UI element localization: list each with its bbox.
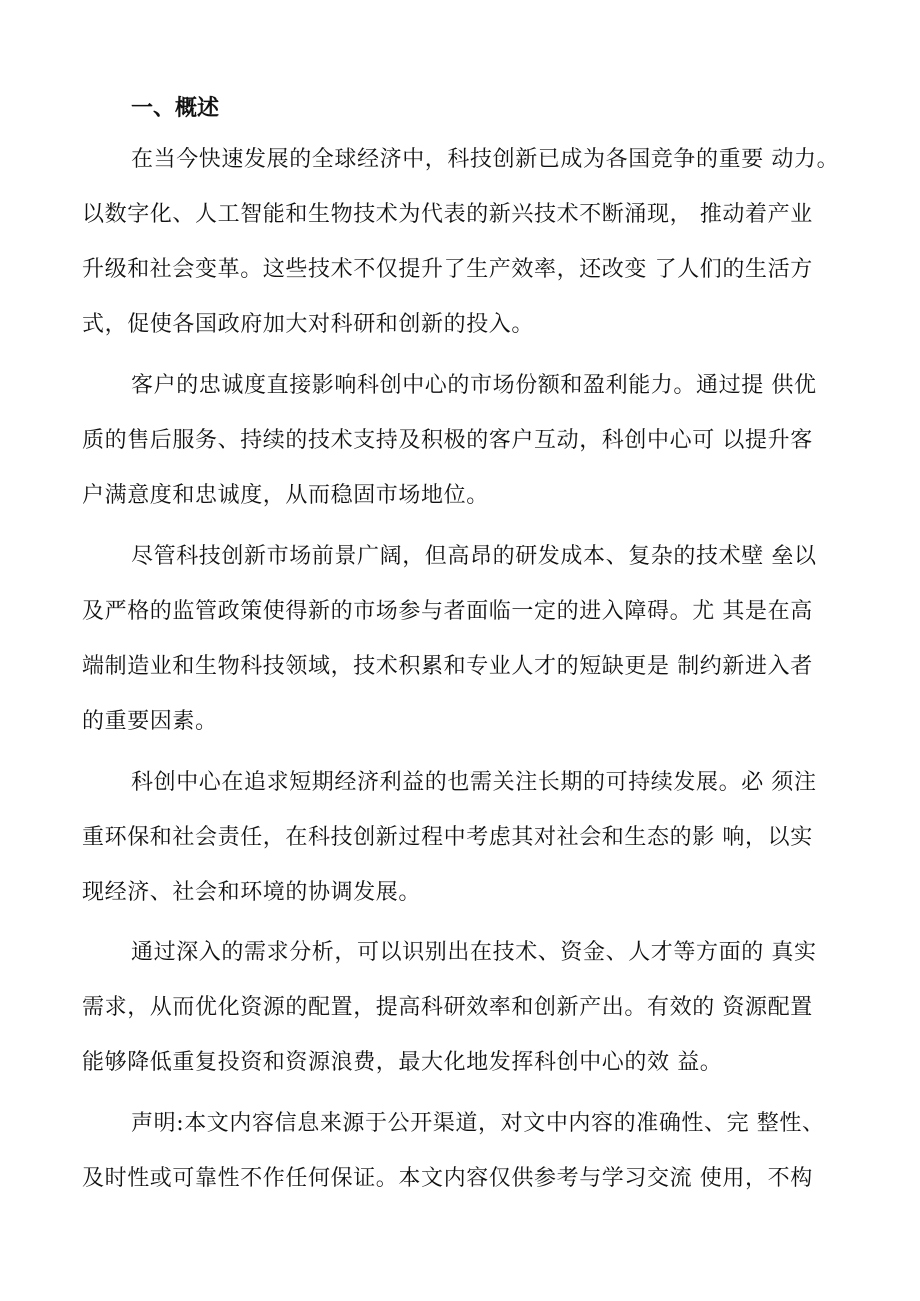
paragraph-line: 升级和社会变革。这些技术不仅提升了生产效率，还改变 了人们的生活方 [82, 257, 813, 282]
paragraph-line: 科创中心在追求短期经济利益的也需关注长期的可持续发展。必 须注 [131, 770, 817, 795]
paragraph-line: 需求，从而优化资源的配置，提高科研效率和创新产出。有效的 资源配置 [82, 995, 813, 1020]
paragraph-line: 通过深入的需求分析，可以识别出在技术、资金、人才等方面的 真实 [131, 940, 817, 965]
paragraph-line: 及时性或可靠性不作任何保证。本文内容仅供参考与学习交流 使用，不构 [82, 1166, 813, 1191]
paragraph-line: 重环保和社会责任，在科技创新过程中考虑其对社会和生态的影 响，以实 [82, 825, 813, 850]
paragraph-line: 在当今快速发展的全球经济中，科技创新已成为各国竞争的重要 动力。 [131, 147, 840, 172]
paragraph-line: 户满意度和忠诚度，从而稳固市场地位。 [82, 483, 489, 508]
paragraph-line: 式，促使各国政府加大对科研和创新的投入。 [82, 312, 535, 337]
paragraph-line: 以数字化、人工智能和生物技术为代表的新兴技术不断涌现， 推动着产业 [82, 202, 813, 227]
paragraph-line: 能够降低重复投资和资源浪费，最大化地发挥科创中心的效 益。 [82, 1050, 723, 1075]
paragraph-line: 的重要因素。 [82, 709, 218, 734]
paragraph-line: 现经济、社会和环境的协调发展。 [82, 880, 422, 905]
paragraph-line: 尽管科技创新市场前景广阔，但高昂的研发成本、复杂的技术壁 垒以 [131, 544, 817, 569]
paragraph-line: 端制造业和生物科技领域，技术积累和专业人才的短缺更是 制约新进入者 [82, 654, 813, 679]
paragraph-line: 质的售后服务、持续的技术支持及积极的客户互动，科创中心可 以提升客 [82, 428, 813, 453]
paragraph-line: 及严格的监管政策使得新的市场参与者面临一定的进入障碍。尤 其是在高 [82, 599, 813, 624]
paragraph-line: 客户的忠诚度直接影响科创中心的市场份额和盈利能力。通过提 供优 [131, 373, 817, 398]
paragraph-line: 声明:本文内容信息来源于公开渠道，对文中内容的准确性、完 整性、 [131, 1111, 825, 1136]
section-heading: 一、概述 [131, 95, 220, 121]
